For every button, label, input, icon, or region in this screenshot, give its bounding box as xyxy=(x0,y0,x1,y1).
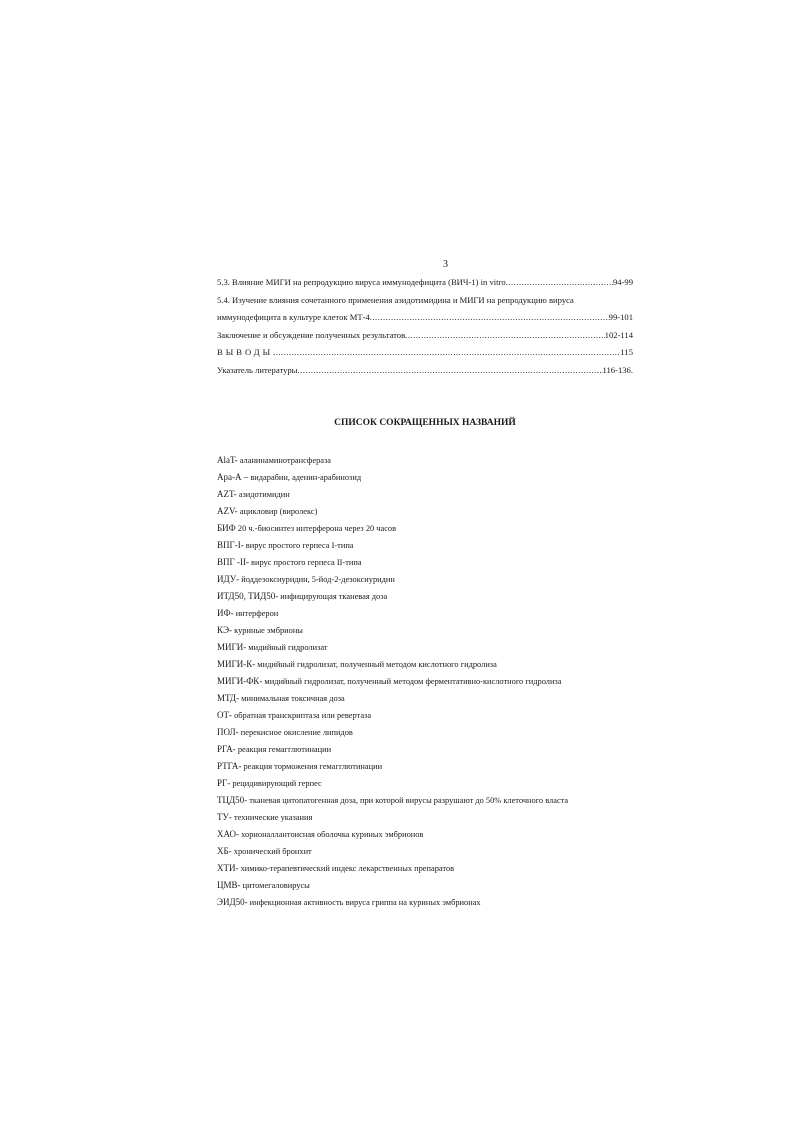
abbreviation-item xyxy=(217,860,633,877)
toc-entry xyxy=(217,295,633,313)
abbreviation-item xyxy=(217,554,633,571)
abbreviation-item xyxy=(217,724,633,741)
abbreviation-item xyxy=(217,690,633,707)
abbreviation-item xyxy=(217,707,633,724)
abbreviation-term: ИТД50, ТИД50- xyxy=(217,591,279,601)
toc-entry-text: 5.4. Изучение влияния сочетанного применения азидотимидина и МИГИ на репродукцию вируса xyxy=(217,294,574,305)
section-title: СПИСОК СОКРАЩЕННЫХ НАЗВАНИЙ xyxy=(334,418,516,428)
toc-entry xyxy=(217,347,633,365)
abbreviation-term: МИГИ-К- xyxy=(217,659,256,669)
toc-leader-dots xyxy=(506,277,613,287)
abbreviation-term: РГ- xyxy=(217,778,231,788)
abbreviation-term: ПОЛ- xyxy=(217,727,239,737)
toc-entry-page: 102-114 xyxy=(604,329,633,340)
abbreviation-term: ВПГ-I- xyxy=(217,540,244,550)
toc-entry-page: 116-136. xyxy=(602,364,633,375)
toc-entry-text: Указатель литературы xyxy=(217,364,298,375)
abbreviation-item xyxy=(217,503,633,520)
abbreviation-definition: минимальная токсичная доза xyxy=(241,694,345,703)
page-number: 3 xyxy=(443,259,448,270)
abbreviation-definition: перекисное окисление липидов xyxy=(240,728,353,737)
abbreviation-term: ИДУ- xyxy=(217,574,240,584)
abbreviation-term: ХАО- xyxy=(217,829,240,839)
abbreviation-definition: интерферон xyxy=(235,609,279,618)
toc-entry xyxy=(217,277,633,295)
abbreviation-item xyxy=(217,520,633,537)
toc-entry-page: 99-101 xyxy=(608,312,633,322)
toc-leader-dots xyxy=(297,365,602,375)
toc-entry-page: 115 xyxy=(620,347,633,357)
abbreviation-definition: куриные эмбрионы xyxy=(234,626,303,635)
toc-entry-text: 5.3. Влияние МИГИ на репродукцию вируса иммунодефицита (ВИЧ-1) in vitro xyxy=(217,277,506,287)
abbreviation-term: ХТИ- xyxy=(217,863,239,873)
abbreviation-item xyxy=(217,605,633,622)
abbreviation-definition: аланинаминотрансфераза xyxy=(239,456,331,465)
toc-entry-text: Заключение и обсуждение полученных результатов xyxy=(217,329,406,340)
abbreviation-definition: цитомегаловирусы xyxy=(242,881,310,890)
abbreviation-item xyxy=(217,622,633,639)
abbreviation-term: Ара-А – xyxy=(217,472,249,482)
toc-entry xyxy=(217,330,633,348)
abbreviation-definition: 20 ч.-биосинтез интерферона через 20 часов xyxy=(237,524,397,533)
abbreviation-item xyxy=(217,843,633,860)
abbreviation-term: ОТ- xyxy=(217,710,232,720)
abbreviation-definition: инфицирующая тканевая доза xyxy=(280,592,388,601)
abbreviation-term: ТУ- xyxy=(217,812,232,822)
table-of-contents xyxy=(217,277,633,382)
abbreviation-definition: йоддезоксиуридин, 5-йод-2-дезоксиуридин xyxy=(241,575,395,584)
abbreviation-term: РТГА- xyxy=(217,761,242,771)
abbreviation-term: ЦМВ- xyxy=(217,880,241,890)
abbreviation-definition: обратная транскриптаза или ревертаза xyxy=(234,711,372,720)
abbreviation-term: ЭИД50- xyxy=(217,897,248,907)
abbreviation-item xyxy=(217,452,633,469)
abbreviation-term: AlaT- xyxy=(217,455,238,465)
abbreviation-definition: тканевая цитопатогенная доза, при которой вирусы разрушают до 50% клеточного власта xyxy=(249,796,569,805)
toc-entry-page: 94-99 xyxy=(612,277,633,287)
abbreviation-item xyxy=(217,792,633,809)
abbreviation-definition: азидотимидин xyxy=(238,490,290,499)
abbreviation-item xyxy=(217,571,633,588)
abbreviation-definition: ацикловир (виролекс) xyxy=(239,507,318,516)
abbreviation-definition: вирус простого герпеса I-типа xyxy=(245,541,354,550)
abbreviation-item xyxy=(217,673,633,690)
abbreviation-item xyxy=(217,809,633,826)
abbreviation-term: AZV- xyxy=(217,506,238,516)
abbreviation-item xyxy=(217,656,633,673)
abbreviation-item xyxy=(217,775,633,792)
abbreviation-item xyxy=(217,537,633,554)
abbreviation-definition: реакция гемагглютинации xyxy=(237,745,332,754)
abbreviation-term: ВПГ -II- xyxy=(217,557,249,567)
abbreviation-definition: мидийный гидролизат, полученный методом кислотного гидролиза xyxy=(257,660,497,669)
toc-entry-text: ВЫВОДЫ xyxy=(217,347,274,357)
abbreviation-item xyxy=(217,877,633,894)
abbreviation-term: ХБ- xyxy=(217,846,232,856)
abbreviation-definition: хорионаллантоисная оболочка куриных эмбрионов xyxy=(241,830,424,839)
abbreviation-item xyxy=(217,894,633,911)
abbreviation-item xyxy=(217,741,633,758)
abbreviation-definition: реакция торможения гемагглютинации xyxy=(243,762,383,771)
abbreviation-definition: инфекционная активность вируса гриппа на куриных эмбрионах xyxy=(249,898,481,907)
toc-entry xyxy=(217,365,633,383)
abbreviation-definition: вирус простого герпеса II-типа xyxy=(251,558,362,567)
abbreviation-item xyxy=(217,588,633,605)
abbreviation-definition: мидийный гидролизат, полученный методом ферментативно-кислотного гидролиза xyxy=(264,677,562,686)
abbreviation-item xyxy=(217,639,633,656)
toc-leader-dots xyxy=(273,347,620,357)
toc-leader-dots xyxy=(405,330,605,340)
abbreviation-term: ТЦД50- xyxy=(217,795,248,805)
abbreviation-term: КЭ- xyxy=(217,625,233,635)
abbreviation-list xyxy=(217,452,633,911)
abbreviation-item xyxy=(217,826,633,843)
abbreviation-definition: хронический бронхит xyxy=(233,847,312,856)
abbreviation-definition: мидийный гидролизат xyxy=(248,643,328,652)
abbreviation-term: МТД- xyxy=(217,693,240,703)
abbreviation-term: БИФ xyxy=(217,523,236,533)
abbreviation-term: МИГИ-ФК- xyxy=(217,676,263,686)
toc-leader-dots xyxy=(370,312,609,322)
abbreviation-definition: рецидивирующий герпес xyxy=(232,779,322,788)
abbreviation-term: ИФ- xyxy=(217,608,234,618)
abbreviation-item xyxy=(217,758,633,775)
abbreviation-term: РГА- xyxy=(217,744,236,754)
abbreviation-definition: технические указания xyxy=(233,813,313,822)
abbreviation-term: МИГИ- xyxy=(217,642,247,652)
abbreviation-definition: видарабин, аденин-арабинозид xyxy=(250,473,362,482)
abbreviation-definition: химико-терапевтический индекс лекарственных препаратов xyxy=(240,864,455,873)
abbreviation-item xyxy=(217,486,633,503)
toc-entry xyxy=(217,312,633,330)
abbreviation-item xyxy=(217,469,633,486)
abbreviation-term: AZT- xyxy=(217,489,237,499)
toc-entry-text: иммунодефицита в культуре клеток МТ-4 xyxy=(217,312,370,322)
